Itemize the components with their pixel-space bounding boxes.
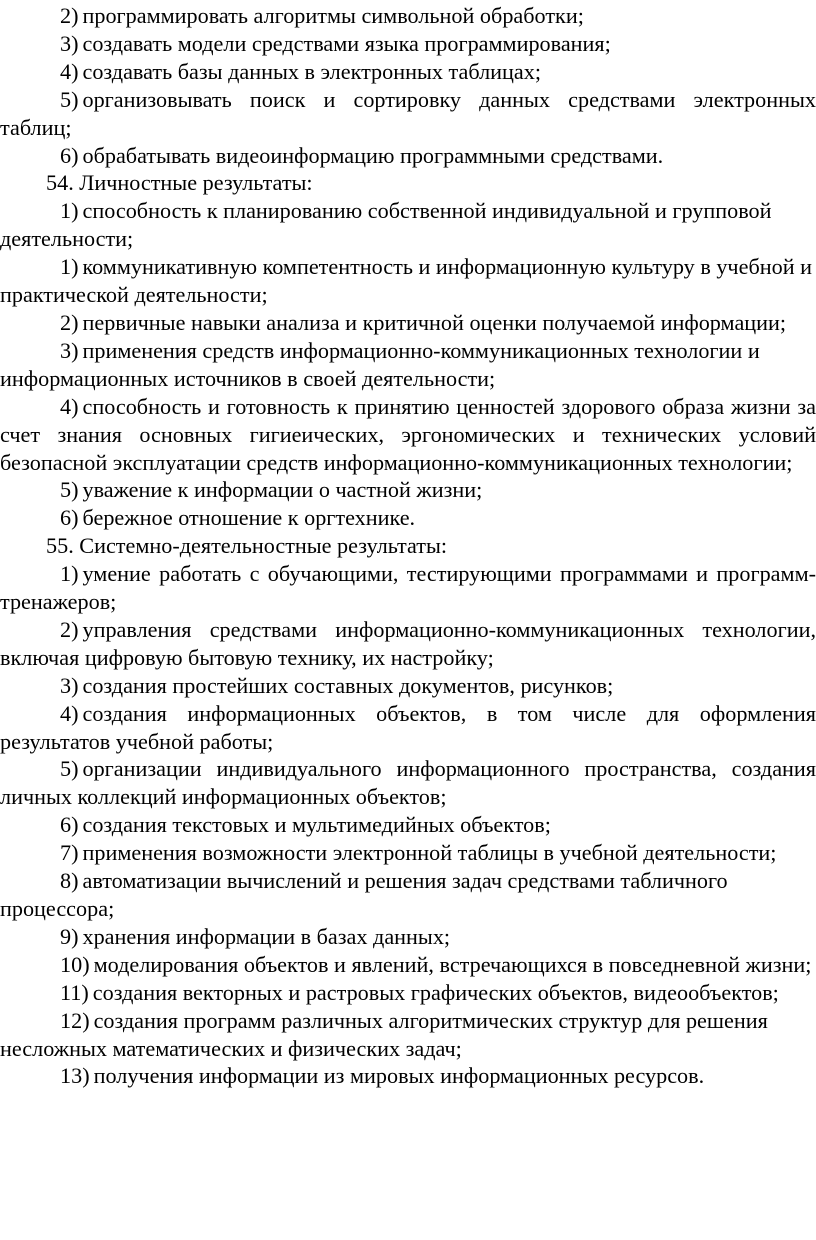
list-item — [0, 30, 816, 58]
list-item — [0, 1007, 816, 1063]
item-text: моделирования объектов и явлений, встречающихся в повседневной жизни; — [93, 951, 812, 977]
list-item — [0, 616, 816, 672]
list-item — [0, 700, 816, 756]
item-number: 8) — [60, 868, 79, 894]
section-heading-54: 54. Личностные результаты: — [46, 170, 313, 196]
list-item — [0, 951, 816, 979]
item-text: бережное отношение к оргтехнике. — [82, 505, 416, 531]
item-number: 1) — [60, 561, 79, 587]
item-text: умение работать с обучающими, тестирующими программами и программ-тренажеров; — [0, 561, 816, 615]
list-item — [0, 867, 816, 923]
item-text: обрабатывать видеоинформацию программными средствами. — [82, 142, 664, 168]
list-item — [0, 811, 816, 839]
list-item — [0, 2, 816, 30]
item-text: управления средствами информационно-коммуникационных технологии, включая цифровую бытовую технику, их настройку; — [0, 616, 816, 670]
item-number: 4) — [60, 700, 79, 726]
item-number: 12) — [60, 1007, 90, 1033]
item-text: первичные навыки анализа и критичной оценки получаемой информации; — [82, 309, 787, 335]
item-number: 2) — [60, 616, 79, 642]
item-text: организации индивидуального информационного пространства, создания личных коллекций информационных объектов; — [0, 756, 816, 810]
item-number: 6) — [60, 142, 79, 168]
list-item — [0, 839, 816, 867]
item-text: создания векторных и растровых графических объектов, видеообъектов; — [92, 979, 779, 1005]
item-number: 2) — [60, 309, 79, 335]
item-number: 5) — [60, 477, 79, 503]
list-item — [0, 923, 816, 951]
list-item — [0, 560, 816, 616]
item-number: 3) — [60, 337, 79, 363]
list-item — [0, 197, 816, 253]
item-text: хранения информации в базах данных; — [82, 923, 451, 949]
item-number: 11) — [60, 979, 89, 1005]
item-text: применения средств информационно-коммуникационных технологии и информационных источников в своей деятельности; — [0, 337, 760, 391]
item-text: создания текстовых и мультимедийных объектов; — [82, 812, 551, 838]
list-item — [0, 253, 816, 309]
list-item — [0, 337, 816, 393]
item-number: 7) — [60, 840, 79, 866]
item-number: 5) — [60, 756, 79, 782]
item-number: 4) — [60, 393, 79, 419]
item-number: 6) — [60, 812, 79, 838]
list-item — [0, 755, 816, 811]
item-text: коммуникативную компетентность и информационную культуру в учебной и практической деятельности; — [0, 254, 812, 308]
item-number: 3) — [60, 30, 79, 56]
item-text: организовывать поиск и сортировку данных средствами электронных таблиц; — [0, 86, 816, 140]
item-number: 1) — [60, 198, 79, 224]
item-text: создания информационных объектов, в том числе для оформления результатов учебной работы; — [0, 700, 816, 754]
item-text: создавать модели средствами языка программирования; — [82, 30, 611, 56]
item-text: создавать базы данных в электронных таблицах; — [82, 58, 542, 84]
item-text: создания простейших составных документов, рисунков; — [82, 672, 614, 698]
item-text: способность к планированию собственной индивидуальной и групповой деятельности; — [0, 198, 772, 252]
item-text: способность и готовность к принятию ценностей здорового образа жизни за счет знания основных гигиеических, эргономических и технических условий безопасной эксплуатации средств информационно-коммуникационных технологии; — [0, 393, 816, 475]
item-text: получения информации из мировых информационных ресурсов. — [93, 1063, 705, 1089]
list-item — [0, 142, 816, 170]
item-number: 5) — [60, 86, 79, 112]
list-item — [0, 58, 816, 86]
list-item — [0, 86, 816, 142]
list-item — [0, 979, 816, 1007]
list-item — [0, 672, 816, 700]
item-number: 10) — [60, 951, 90, 977]
list-item — [0, 309, 816, 337]
item-text: программировать алгоритмы символьной обработки; — [82, 3, 584, 28]
item-number: 3) — [60, 672, 79, 698]
section-heading-55: 55. Системно-деятельностные результаты: — [46, 533, 448, 559]
item-number: 13) — [60, 1063, 90, 1089]
item-number: 2) — [60, 3, 79, 28]
list-item — [0, 476, 816, 504]
list-item — [0, 393, 816, 477]
list-item — [0, 504, 816, 532]
item-number: 6) — [60, 505, 79, 531]
item-text: автоматизации вычислений и решения задач средствами табличного процессора; — [0, 868, 728, 921]
list-item — [0, 1062, 816, 1090]
item-text: применения возможности электронной таблицы в учебной деятельности; — [82, 840, 777, 866]
item-number: 4) — [60, 58, 79, 84]
item-number: 9) — [60, 923, 79, 949]
item-number: 1) — [60, 254, 79, 280]
item-text: создания программ различных алгоритмических структур для решения несложных математических и физических задач; — [0, 1007, 768, 1061]
item-text: уважение к информации о частной жизни; — [82, 477, 483, 503]
